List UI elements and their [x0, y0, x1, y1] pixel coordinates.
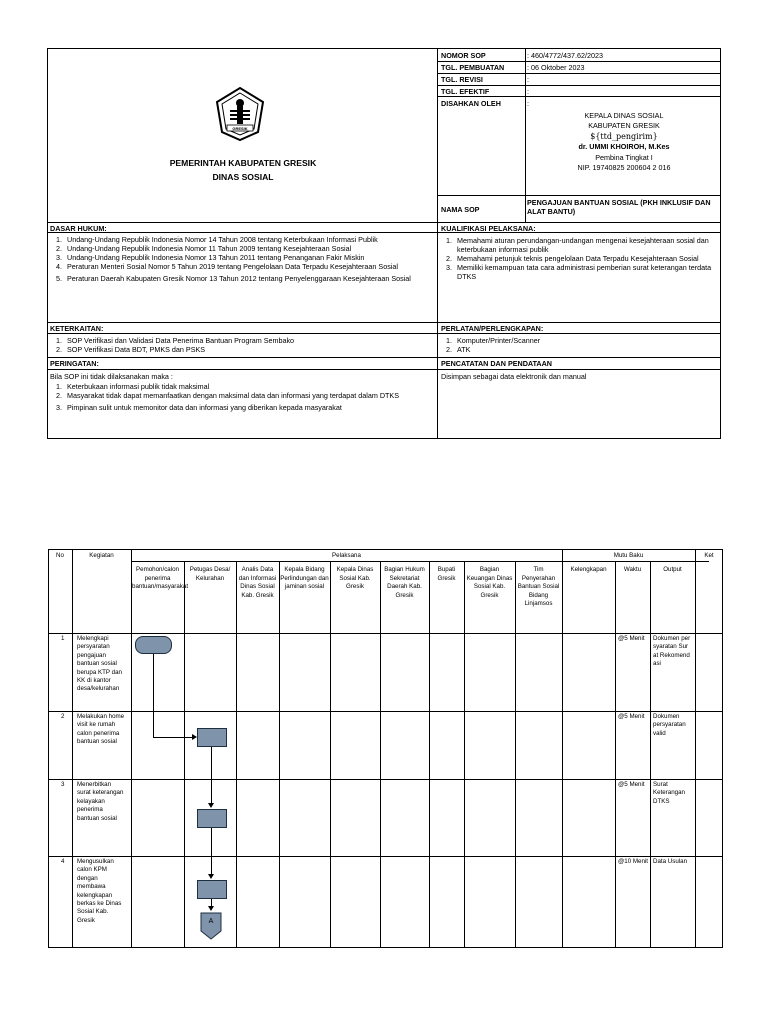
- col-header-mutu-baku: Mutu Baku: [613, 552, 644, 559]
- row-waktu: @5 Menit: [618, 781, 645, 788]
- table-row: [48, 780, 723, 856]
- list-item: 3. Pimpinan sulit untuk memonitor data dan informasi yang diberikan kepada masyarakat: [56, 403, 342, 412]
- peringatan-title: PERINGATAN:: [50, 359, 99, 368]
- list-item: 3. Memiliki kemampuan tata cara administrasi pemberian surat keterangan terdata DTKS: [446, 263, 712, 281]
- pelaksana-col-5: Bagian Hukum Sekretariat Daerah Kab. Gresik: [384, 566, 425, 599]
- arrow-head-icon: [192, 734, 197, 740]
- pelaksana-col-0: Pemohon/calon penerima bantuan/masyarakat: [132, 566, 189, 591]
- list-item: 2. SOP Verifikasi Data BDT, PMKS dan PSKS: [56, 345, 206, 354]
- peringatan-list: [54, 382, 432, 412]
- pelaksana-col-6: Bupati Gresik: [437, 566, 456, 582]
- flow-connector-line: [153, 737, 193, 738]
- flow-connector-line: [211, 747, 212, 804]
- list-item: 4. Peraturan Menteri Sosial Nomor 5 Tahun 2019 tentang Pengelolaan Data Terpadu Kesejahteraan Sosial: [56, 262, 398, 271]
- field-value-efektif: :: [527, 87, 529, 96]
- arrow-head-icon: [208, 874, 214, 879]
- pelaksana-col-1: Petugas Desa/ Kelurahan: [189, 566, 231, 582]
- org-title: [130, 156, 356, 184]
- off-page-connector-icon: [200, 912, 222, 940]
- list-item: 2. Memahami petunjuk teknis pengelolaan Data Terpadu Kesejahteraan Sosial: [446, 254, 699, 263]
- list-item: 1. Komputer/Printer/Scanner: [446, 336, 541, 345]
- peringatan-intro: Bila SOP ini tidak dilaksanakan maka :: [50, 372, 173, 381]
- pelaksana-col-3: Kepala Bidang Perlindungan dan jaminan sosial: [280, 566, 329, 591]
- row-output: Data Usulan: [653, 858, 688, 865]
- row-kegiatan: Melengkapi persyaratan pengajuan bantuan sosial berupa KTP dan KK di kantor desa/kelurahan: [77, 635, 122, 693]
- nama-sop-label: NAMA SOP: [441, 205, 480, 214]
- pelaksana-col-8: Tim Penyerahan Bantuan Sosial Bidang Linjamsos: [517, 566, 560, 608]
- mutu-col-waktu: Waktu: [623, 566, 642, 573]
- field-label-nomor: NOMOR SOP: [441, 51, 486, 60]
- col-header-kegiatan: Kegiatan: [89, 552, 114, 559]
- field-value-nomor: : 460/4772/437.62/2023: [527, 51, 603, 60]
- list-item: 1. SOP Verifikasi dan Validasi Data Penerima Bantuan Program Sembako: [56, 336, 295, 345]
- list-item: 3. Undang-Undang Republik Indonesia Nomor 13 Tahun 2011 tentang Penanganan Fakir Miskin: [56, 253, 365, 262]
- row-no: 2: [61, 713, 65, 720]
- approver-block: [527, 111, 721, 173]
- row-no: 4: [61, 858, 65, 865]
- dasar-hukum-title: DASAR HUKUM:: [50, 224, 107, 233]
- field-label-revisi: TGL. REVISI: [441, 75, 483, 84]
- connector-label: A: [208, 918, 214, 925]
- row-output: Dokumen persyaratan valid: [653, 713, 686, 737]
- approver-signature: ${ttd_pengirim}: [590, 131, 658, 141]
- col-header-pelaksana: Pelaksana: [332, 552, 361, 559]
- list-item: 1. Memahami aturan perundangan-undangan mengenai kesejahteraan sosial dan keterbukaan informasi publik: [446, 236, 709, 254]
- row-kegiatan: Mengusulkan calon KPM dengan membawa kelengkapan berkas ke Dinas Sosial Kab. Gresik: [77, 858, 122, 924]
- row-output: Dokumen persyaratan Surat Rekomendasi: [653, 635, 691, 668]
- kualifikasi-list: [444, 236, 716, 281]
- row-waktu: @5 Menit: [618, 713, 645, 720]
- col-header-no: No: [56, 552, 64, 559]
- gresik-logo: [213, 86, 267, 142]
- field-label-pembuatan: TGL. PEMBUATAN: [441, 63, 505, 72]
- pelaksana-col-4: Kepala Dinas Sosial Kab. Gresik: [336, 566, 374, 591]
- list-item: 1. Undang-Undang Republik Indonesia Nomor 14 Tahun 2008 tentang Keterbukaan Informasi Publik: [56, 235, 378, 244]
- field-value-pembuatan: : 06 Oktober 2023: [527, 63, 585, 72]
- pencatatan-text: Disimpan sebagai data elektronik dan manual: [441, 372, 587, 381]
- mutu-col-kelengkapan: Kelengkapan: [570, 566, 607, 573]
- approver-line-1: KEPALA DINAS SOSIAL: [584, 111, 664, 120]
- kualifikasi-title: KUALIFIKASI PELAKSANA:: [441, 224, 536, 233]
- pencatatan-title: PENCATATAN DAN PENDATAAN: [441, 359, 552, 368]
- col-header-ket: Ket: [704, 552, 714, 559]
- list-item: 2. ATK: [446, 345, 471, 354]
- flow-connector-line: [211, 828, 212, 875]
- nama-sop-value: PENGAJUAN BANTUAN SOSIAL (PKH INKLUSIF DAN ALAT BANTU): [527, 198, 711, 216]
- approver-line-2: KABUPATEN GRESIK: [588, 121, 660, 131]
- row-no: 1: [61, 635, 65, 642]
- list-item: 5. Peraturan Daerah Kabupaten Gresik Nomor 13 Tahun 2012 tentang Penyelenggaraan Kesejahteraan Sosial: [56, 274, 411, 283]
- list-item: 2. Undang-Undang Republik Indonesia Nomor 11 Tahun 2009 tentang Kesejahteraan Sosial: [56, 244, 352, 253]
- keterkaitan-list: [54, 336, 432, 354]
- row-kegiatan: Menerbitkan surat keterangan kelayakan penerima bantuan sosial: [77, 781, 124, 822]
- row-no: 3: [61, 781, 65, 788]
- field-value-revisi: :: [527, 75, 529, 84]
- flow-process-surat-keterangan: [197, 809, 227, 828]
- list-item: 1. Keterbukaan informasi publik tidak maksimal: [56, 382, 210, 391]
- field-value-disahkan: :: [527, 99, 529, 108]
- dasar-hukum-list: [54, 235, 432, 283]
- list-item: 2. Masyarakat tidak dapat memanfaatkan dengan maksimal data dan informasi yang terdapat dalam DTKS: [56, 391, 400, 400]
- approver-rank: Pembina Tingkat I: [595, 152, 653, 162]
- pelaksana-col-2: Analis Data dan Informasi Dinas Sosial Kab. Gresik: [238, 566, 277, 599]
- table-row: [48, 857, 723, 947]
- table-row: [48, 712, 723, 779]
- row-waktu: @5 Menit: [618, 635, 645, 642]
- approver-nip: NIP. 19740825 200604 2 016: [577, 163, 671, 173]
- arrow-head-icon: [208, 803, 214, 808]
- keterkaitan-title: KETERKAITAN:: [50, 324, 104, 333]
- flow-connector-line: [153, 654, 154, 738]
- row-waktu: @10 Menit: [618, 858, 649, 865]
- peralatan-title: PERLATAN/PERLENGKAPAN:: [441, 324, 544, 333]
- mutu-col-output: Output: [663, 566, 682, 573]
- pelaksana-col-7: Bagian Keuangan Dinas Sosial Kab. Gresik: [466, 566, 513, 599]
- field-label-efektif: TGL. EFEKTIF: [441, 87, 490, 96]
- row-output: Surat Keterangan DTKS: [653, 781, 685, 805]
- flow-process-usulan: [197, 880, 227, 899]
- flow-process-home-visit: [197, 728, 227, 747]
- org-line-2: DINAS SOSIAL: [212, 172, 274, 182]
- arrow-head-icon: [208, 906, 214, 911]
- peralatan-list: [444, 336, 716, 354]
- logo-lettering: GRESIK: [232, 126, 248, 131]
- approver-name: dr. UMMI KHOIROH, M.Kes: [578, 142, 670, 152]
- row-kegiatan: Melakukan home visit ke rumah calon penerima bantuan sosial: [77, 713, 125, 746]
- org-line-1: PEMERINTAH KABUPATEN GRESIK: [169, 158, 317, 168]
- field-label-disahkan: DISAHKAN OLEH: [441, 99, 501, 108]
- flow-start-terminator: [135, 636, 172, 654]
